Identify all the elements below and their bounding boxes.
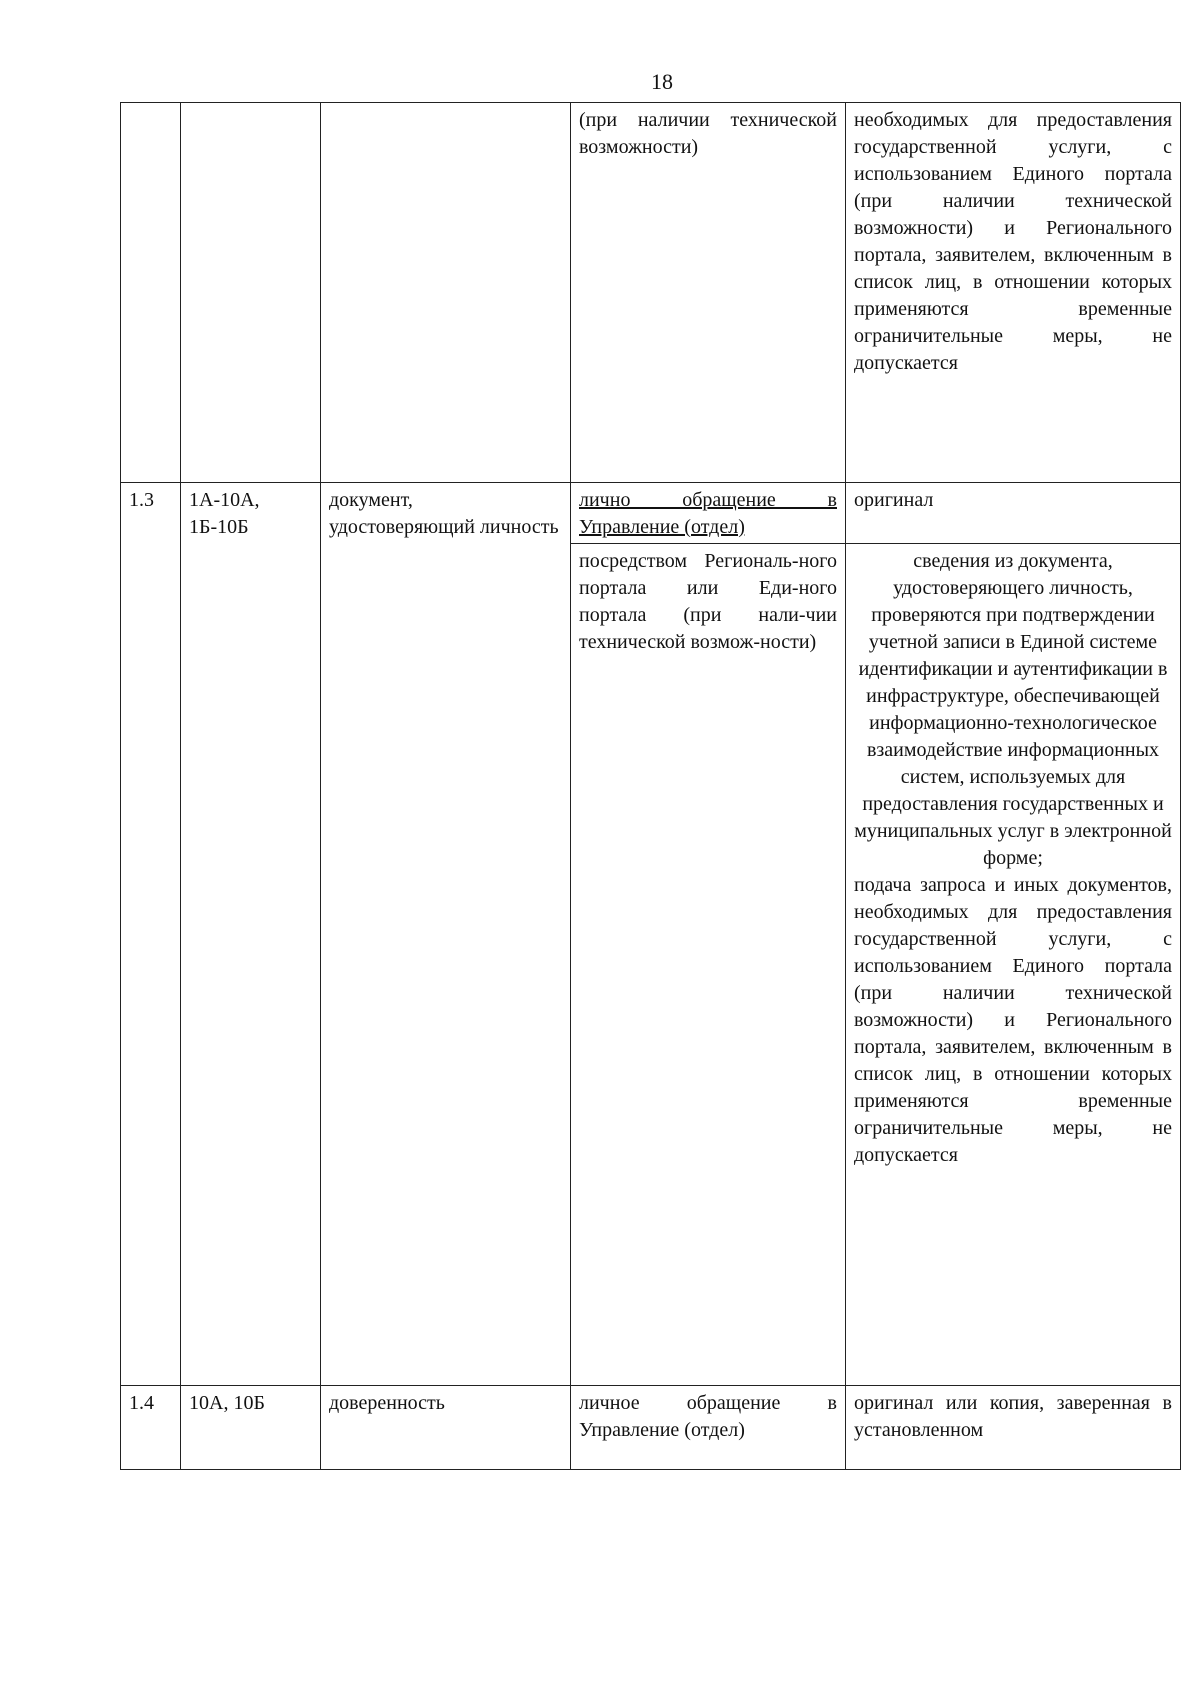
cell-document: документ, удостоверяющий личность — [321, 483, 571, 1386]
table-row-1-3 — [121, 483, 1181, 544]
documents-table — [120, 102, 1181, 1470]
cell-categories: 1А-10А, 1Б-10Б — [181, 483, 321, 1386]
cell-categories: 10А, 10Б — [181, 1386, 321, 1470]
cell-categories — [181, 103, 321, 483]
cell-method: посредством Региональ-ного портала или Еди-ного портала (при нали-чии технической возмож-ности) — [571, 544, 846, 1386]
cell-document: доверенность — [321, 1386, 571, 1470]
cell-document — [321, 103, 571, 483]
requirement-paragraph: сведения из документа, удостоверяющего личность, проверяются при подтверждении учетной записи в Единой системе идентификации и аутентификации в инфраструктуре, обеспечивающей информационно-технологическое взаимодействие информационных систем, используемых для предоставления государственных и муниципальных услуг в электронной форме; — [854, 550, 1172, 869]
cell-method: лично обращение в Управление (отдел) — [571, 483, 846, 544]
cell-requirement: необходимых для предоставления государственной услуги, с использованием Единого портала (при наличии технической возможности) и Регионального портала, заявителем, включенным в список лиц, в отношении которых применяются временные ограничительные меры, не допускается — [846, 103, 1181, 483]
cell-method: личное обращение в Управление (отдел) — [571, 1386, 846, 1470]
cell-requirement — [846, 544, 1181, 1386]
cell-method: (при наличии технической возможности) — [571, 103, 846, 483]
cell-requirement: оригинал или копия, заверенная в установленном — [846, 1386, 1181, 1470]
table-row-continuation — [121, 103, 1181, 483]
cell-number: 1.3 — [121, 483, 181, 1386]
table-row-1-4 — [121, 1386, 1181, 1470]
page-number: 18 — [651, 69, 673, 94]
cell-number: 1.4 — [121, 1386, 181, 1470]
requirement-paragraph: подача запроса и иных документов, необходимых для предоставления государственной услуги, с использованием Единого портала (при наличии технической возможности) и Регионального портала, заявителем, включенным в список лиц, в отношении которых применяются временные ограничительные меры, не допускается — [854, 874, 1172, 1166]
cell-number — [121, 103, 181, 483]
cell-requirement: оригинал — [846, 483, 1181, 544]
